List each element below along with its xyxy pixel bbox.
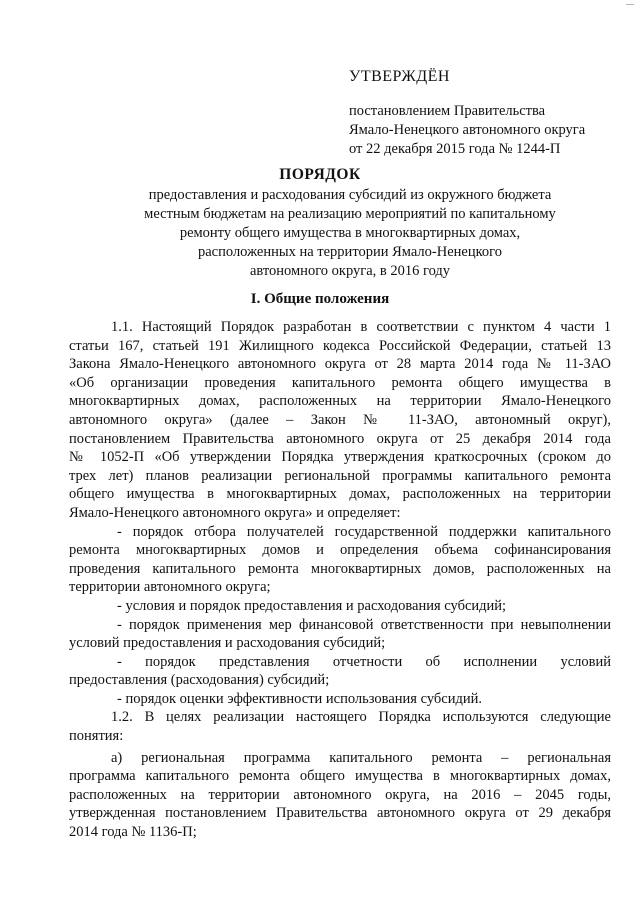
scan-corner-mark: — [626,0,634,8]
body-line: трех лет) планов реализации региональной программы капитального ремонта [69,467,611,484]
list-item: - порядок применения мер финансовой ответственности при невыполнении [117,616,611,633]
body-line: ремонта многоквартирных домов и определения объема софинансирования [69,542,611,559]
body-line: условий предоставления и расходования субсидий; [69,635,386,652]
subtitle-line: местным бюджетам на реализацию мероприятий по капитальному [144,206,556,222]
body-line: предоставления (расходования) субсидий; [69,672,330,689]
list-item: - порядок оценки эффективности использования субсидий. [117,690,482,707]
body-line: территории автономного округа; [69,579,271,596]
approval-title: УТВЕРЖДЁН [349,68,450,85]
subtitle-line: ремонту общего имущества в многоквартирных домах, [179,225,521,241]
body-line: 2014 года № 1136-П; [69,824,197,841]
document-title: ПОРЯДОК [279,166,361,183]
body-line: утвержденная постановлением Правительства автономного округа от 29 декабря [69,805,611,822]
body-line: расположенных на территории автономного округа, на 2016 – 2045 годы, [69,786,611,803]
body-line: проведения капитального ремонта многоквартирных домов, расположенных на [69,560,611,577]
section-heading: I. Общие положения [250,291,390,307]
body-line: общего имущества в многоквартирных домах, расположенных на территории [69,486,611,503]
body-line: «Об организации проведения капитального ремонта общего имущества в [69,374,611,391]
subtitle-line: автономного округа, в 2016 году [249,263,451,279]
body-line: понятия: [69,728,124,745]
body-line: № 1052-П «Об утверждении Порядка утверждения краткосрочных (сроком до [69,449,611,466]
body-line: автономного округа» (далее – Закон № 11-ЗАО, автономный округ), [69,411,611,428]
approval-line: от 22 декабря 2015 года № 1244-П [349,141,561,157]
subtitle-line: расположенных на территории Ямало-Ненецкого [198,244,502,260]
body-line: программа капитального ремонта общего имущества в многоквартирных домах, [69,768,611,785]
body-line: многоквартирных домах, расположенных на территории Ямало-Ненецкого [69,393,611,410]
body-line: статьи 167, статьей 191 Жилищного кодекса Российской Федерации, статьей 13 [69,337,611,354]
approval-line: Ямало-Ненецкого автономного округа [349,122,586,138]
body-line: 1.2. В целях реализации настоящего Порядка используются следующие [111,709,611,726]
body-line: а) региональная программа капитального ремонта – региональная [111,749,611,766]
document-body [69,318,611,842]
subtitle-line: предоставления и расходования субсидий из окружного бюджета [148,187,552,203]
body-line: постановлением Правительства автономного округа от 25 декабря 2014 года [69,430,611,447]
list-item: - условия и порядок предоставления и расходования субсидий; [117,597,507,614]
body-line: 1.1. Настоящий Порядок разработан в соответствии с пунктом 4 части 1 [111,319,611,335]
body-line: Ямало-Ненецкого автономного округа» и определяет: [69,504,401,521]
approval-block [349,68,629,159]
list-item: - порядок отбора получателей государственной поддержки капитального [117,523,611,540]
approval-line: постановлением Правительства [349,103,546,119]
document-subtitle [80,186,620,281]
list-item: - порядок представления отчетности об исполнении условий [117,653,611,670]
body-line: Закона Ямало-Ненецкого автономного округа от 28 марта 2014 года № 11-ЗАО [69,356,611,373]
